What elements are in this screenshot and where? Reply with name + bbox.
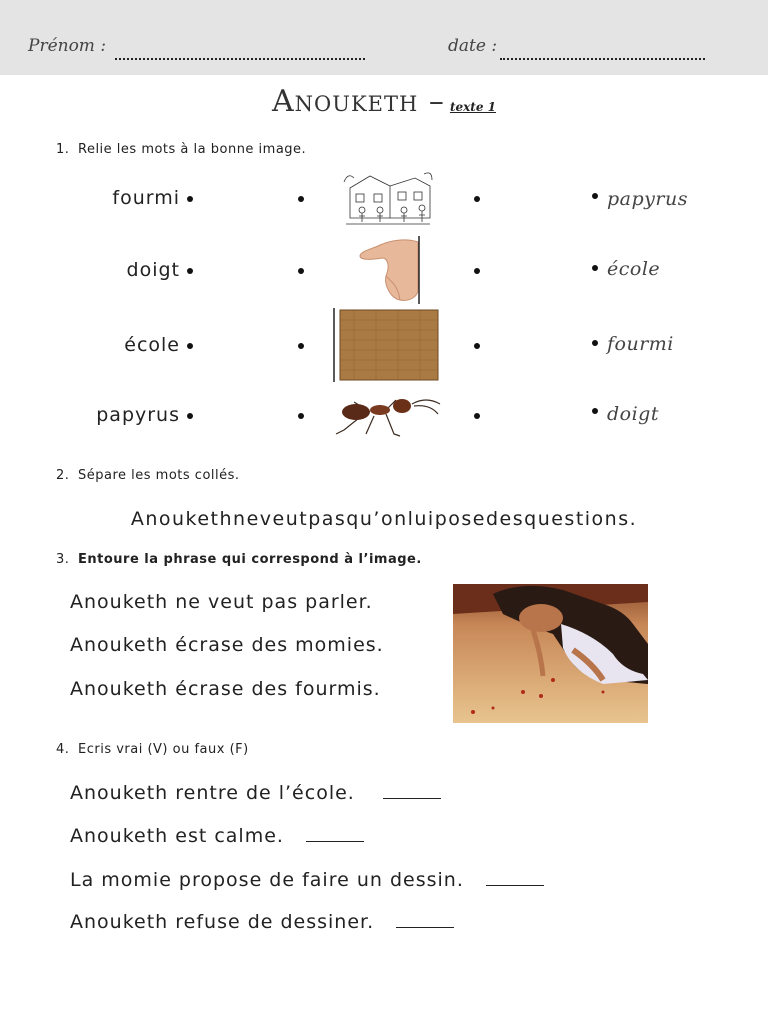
question-instruction: Ecris vrai (V) ou faux (F) [78,742,249,757]
link-dot[interactable] [474,343,480,349]
link-dot[interactable] [592,193,598,199]
choice-sentence[interactable]: Anouketh écrase des fourmis. [70,678,381,700]
link-dot[interactable] [474,413,480,419]
left-word: école [124,334,180,356]
title-main: Anouketh – [272,84,445,119]
question-instruction: Sépare les mots collés. [78,468,240,483]
true-false-row [70,869,544,891]
left-word: papyrus [96,404,180,426]
answer-blank[interactable] [306,840,364,842]
link-dot[interactable] [187,343,193,349]
page-title [0,84,768,119]
prenom-field[interactable] [115,44,365,60]
link-dot[interactable] [298,196,304,202]
answer-blank[interactable] [486,884,544,886]
true-false-row [70,911,454,933]
ant-image [334,394,442,438]
question-number: 4. [56,742,70,757]
link-dot[interactable] [474,268,480,274]
left-word: fourmi [112,187,180,209]
statement: Anouketh refuse de dessiner. [70,911,375,933]
link-dot[interactable] [187,413,193,419]
link-dot[interactable] [592,408,598,414]
statement: Anouketh est calme. [70,825,284,847]
answer-blank[interactable] [396,926,454,928]
question-2 [56,468,240,483]
question-number: 3. [56,552,70,567]
true-false-row [70,782,441,804]
question-1 [56,142,306,157]
finger-image [356,236,420,304]
glued-sentence: Anoukethneveutpasqu’onluiposedesquestions. [130,508,638,530]
question-instruction: Entoure la phrase qui correspond à l’image. [78,552,422,567]
true-false-row [70,825,364,847]
choice-sentence[interactable]: Anouketh écrase des momies. [70,634,384,656]
question-4 [56,742,249,757]
right-word: doigt [607,403,659,425]
link-dot[interactable] [592,265,598,271]
choice-sentence[interactable]: Anouketh ne veut pas parler. [70,591,373,613]
link-dot[interactable] [298,343,304,349]
right-word: école [607,258,661,280]
left-word: doigt [126,259,180,281]
statement: Anouketh rentre de l’école. [70,782,355,804]
link-dot[interactable] [187,196,193,202]
answer-blank[interactable] [383,797,441,799]
anouketh-scene-image [453,584,648,723]
right-word: fourmi [607,333,674,355]
date-field[interactable] [500,44,705,60]
question-instruction: Relie les mots à la bonne image. [78,142,307,157]
link-dot[interactable] [298,413,304,419]
link-dot[interactable] [592,340,598,346]
right-word: papyrus [607,188,688,210]
question-number: 2. [56,468,70,483]
question-3 [56,552,422,567]
link-dot[interactable] [474,196,480,202]
statement: La momie propose de faire un dessin. [70,869,464,891]
title-sub: texte 1 [449,100,496,114]
school-drawing-image [340,168,436,226]
link-dot[interactable] [187,268,193,274]
prenom-label: Prénom : [28,36,107,56]
link-dot[interactable] [298,268,304,274]
papyrus-image [332,308,440,384]
date-label: date : [448,36,498,56]
name-date-header [0,0,768,75]
question-number: 1. [56,142,70,157]
